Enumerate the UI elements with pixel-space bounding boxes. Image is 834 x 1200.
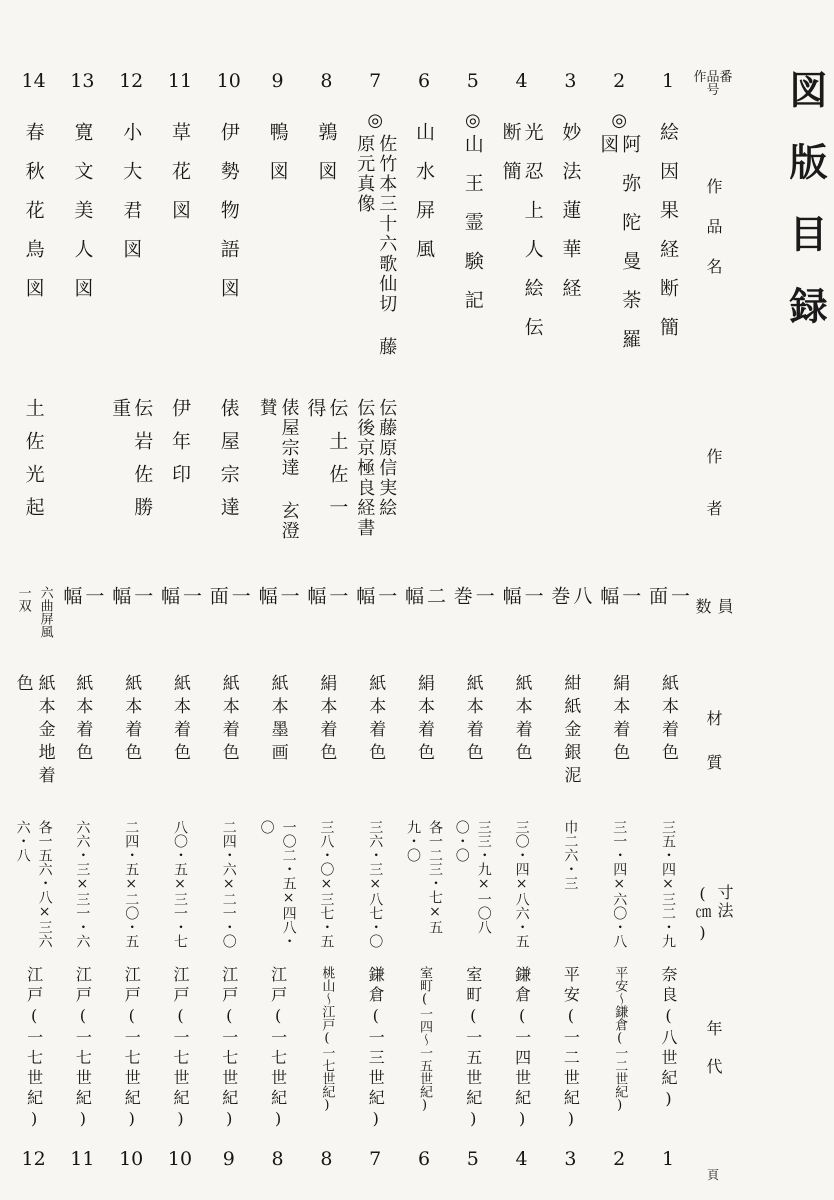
entry-era: 平安～鎌倉(一二世紀) <box>612 966 628 1113</box>
entry-author <box>547 398 593 558</box>
entry-name: 寛文美人図 <box>71 122 94 317</box>
entry-size: 巾二六・三 <box>562 820 579 890</box>
entry-page: 9 <box>222 1148 235 1170</box>
entry-name: 妙法蓮華経 <box>559 122 582 317</box>
entry-material: 絹本着色 <box>316 674 337 766</box>
entry-number: 5 <box>466 70 479 92</box>
entry-number: 4 <box>515 70 528 92</box>
entry-count: 一面 <box>646 586 690 619</box>
entry-material: 紙本金地着色 <box>12 674 55 789</box>
entry-era: 江戸(一七世紀) <box>122 966 142 1132</box>
entry-number: 14 <box>21 70 46 92</box>
entry-author: 俵屋宗達 <box>217 398 240 530</box>
header-number: 作品番号 <box>693 70 733 98</box>
entry-material: 紙本着色 <box>170 674 190 766</box>
entry-author <box>59 398 105 558</box>
entry-number: 3 <box>564 70 577 92</box>
entry-name: 伊勢物語図 <box>217 122 240 317</box>
entry-number: 8 <box>320 70 333 92</box>
entry-size: 三六・三×八七・〇 <box>367 820 384 948</box>
header-page: 頁 <box>706 1168 719 1182</box>
catalog-entry <box>401 0 447 1200</box>
entry-page: 10 <box>119 1148 144 1170</box>
entry-count: 一面 <box>206 586 251 619</box>
entry-name: 阿弥陀曼荼羅図 <box>597 134 642 368</box>
catalog-entry <box>11 0 57 1200</box>
page-title: 図版目録 <box>783 70 828 358</box>
entry-name: 光忍上人絵伝断簡 <box>499 122 544 356</box>
entry-count: 一巻 <box>450 586 495 619</box>
entry-page: 1 <box>661 1148 675 1170</box>
entry-page: 3 <box>564 1148 577 1170</box>
entry-material: 紙本着色 <box>218 674 239 766</box>
entry-size: 二四・五×二〇・五 <box>123 820 140 948</box>
entry-material: 紙本墨画 <box>267 674 288 766</box>
entry-page: 11 <box>70 1148 95 1170</box>
important-cultural-property-mark: ◎ <box>367 110 384 131</box>
entry-name: 小大君図 <box>120 122 143 278</box>
entry-name: 鶉図 <box>315 122 338 200</box>
entry-era: 奈良(八世紀) <box>659 966 678 1112</box>
entry-count: 一幅 <box>304 586 349 619</box>
entry-number: 1 <box>661 70 675 92</box>
catalog-entry <box>303 0 349 1200</box>
header-size: 寸法(㎝) <box>693 884 734 944</box>
entry-author: 伝岩佐勝重 <box>109 398 154 530</box>
entry-era: 室町(一四～一五世紀) <box>417 966 432 1113</box>
entry-name: 春秋花鳥図 <box>22 122 45 317</box>
entry-size: 三一・四×六〇・八 <box>611 820 628 948</box>
catalog-entry <box>450 0 496 1200</box>
entry-page: 2 <box>613 1148 626 1170</box>
entry-page: 8 <box>320 1148 333 1170</box>
catalog-entry <box>547 0 593 1200</box>
entry-size: 各一五六・八×三六六・八 <box>14 820 53 948</box>
header-author: 作者 <box>704 448 723 552</box>
header-era: 年代 <box>704 1020 723 1096</box>
entry-era: 江戸(一七世紀) <box>219 966 239 1132</box>
entry-size: 六六・三×三一・六 <box>74 820 91 948</box>
header-material: 材質 <box>704 710 723 798</box>
entry-count: 一幅 <box>158 586 202 619</box>
entry-era: 室町(一五世紀) <box>463 966 483 1132</box>
entry-material: 絹本着色 <box>609 674 630 766</box>
entry-count: 一幅 <box>60 586 105 619</box>
entry-author: 土佐光起 <box>22 398 45 530</box>
entry-material: 紙本着色 <box>462 674 483 766</box>
entry-material: 紙本着色 <box>511 674 532 766</box>
entry-number: 6 <box>417 70 431 92</box>
entry-number: 11 <box>167 70 193 92</box>
entry-author <box>596 398 642 558</box>
catalog-entry <box>206 0 252 1200</box>
entry-name: 佐竹本三十六歌仙切 藤原元真像 <box>354 134 398 357</box>
important-cultural-property-mark: ◎ <box>611 110 628 131</box>
entry-author <box>499 398 545 558</box>
entry-page: 12 <box>21 1148 46 1170</box>
entry-era: 鎌倉(一四世紀) <box>512 966 532 1132</box>
entry-size: 八〇・五×三一・七 <box>172 820 188 948</box>
entry-material: 紺紙金銀泥 <box>560 674 581 789</box>
important-cultural-property-mark: ◎ <box>464 110 481 131</box>
entry-size: 各一二三・七×五九・〇 <box>405 820 443 934</box>
entry-era: 江戸(一七世紀) <box>171 966 190 1132</box>
catalog-entry <box>59 0 105 1200</box>
entry-count: 一幅 <box>109 586 154 619</box>
entry-count: 八巻 <box>548 586 593 619</box>
entry-author <box>401 398 447 558</box>
entry-size: 三〇・四×八六・五 <box>513 820 530 948</box>
catalog-entry <box>645 0 691 1200</box>
entry-size: 一〇二・五×四八・〇 <box>258 820 297 948</box>
catalog-entry <box>108 0 154 1200</box>
entry-count: 六曲屏風一双 <box>15 586 53 638</box>
entry-material: 紙本着色 <box>72 674 93 766</box>
entry-material: 紙本着色 <box>365 674 386 766</box>
entry-page: 4 <box>515 1148 528 1170</box>
entry-number: 7 <box>369 70 382 92</box>
entry-size: 二四・六×二一・〇 <box>220 820 237 948</box>
entry-count: 一幅 <box>255 586 300 619</box>
entry-material: 紙本着色 <box>121 674 142 766</box>
entry-author <box>450 398 496 558</box>
header-name: 作品名 <box>704 178 723 298</box>
entry-author: 伝土佐一得 <box>304 398 349 530</box>
entry-number: 13 <box>70 70 95 92</box>
entry-era: 江戸(一七世紀) <box>24 966 44 1132</box>
entry-page: 5 <box>466 1148 479 1170</box>
entry-name: 山王霊験記 <box>461 134 484 329</box>
entry-material: 絹本着色 <box>414 674 434 766</box>
entry-count: 一幅 <box>353 586 398 619</box>
entry-size: 三三・九×一〇八〇・〇 <box>453 820 492 934</box>
entry-number: 2 <box>613 70 626 92</box>
header-column <box>690 0 736 1200</box>
catalog-entry <box>596 0 642 1200</box>
entry-author <box>645 398 691 558</box>
entry-era: 平安(一二世紀) <box>561 966 581 1132</box>
catalog-entry <box>499 0 545 1200</box>
entry-count: 一幅 <box>597 586 642 619</box>
entry-name: 草花図 <box>169 122 191 239</box>
entry-size: 三八・〇×三七・五 <box>318 820 335 948</box>
entry-page: 7 <box>369 1148 382 1170</box>
entry-count: 一幅 <box>499 586 544 619</box>
entry-era: 江戸(一七世紀) <box>268 966 288 1132</box>
entry-count: 二幅 <box>402 586 446 619</box>
entry-era: 鎌倉(一三世紀) <box>366 966 386 1132</box>
entry-name: 山水屏風 <box>413 122 435 278</box>
entry-number: 10 <box>216 70 241 92</box>
catalog-entry <box>255 0 301 1200</box>
entry-page: 8 <box>271 1148 284 1170</box>
entry-name: 鴨図 <box>266 122 289 200</box>
entry-era: 江戸(一七世紀) <box>73 966 93 1132</box>
entry-author: 俵屋宗達 玄澄賛 <box>256 398 300 541</box>
entry-author: 伝藤原信実絵 伝後京極良経書 <box>354 398 398 538</box>
header-count: 員数 <box>693 598 734 634</box>
entry-number: 9 <box>271 70 284 92</box>
entry-name: 絵因果経断簡 <box>657 122 679 356</box>
entry-size: 三五・四×三二・九 <box>660 820 676 948</box>
entry-author: 伊年印 <box>169 398 191 497</box>
entry-page: 6 <box>417 1148 431 1170</box>
entry-page: 10 <box>167 1148 193 1170</box>
entry-era: 桃山～江戸(一七世紀) <box>319 966 335 1113</box>
catalog-entry <box>157 0 203 1200</box>
catalog-entry <box>352 0 398 1200</box>
entry-number: 12 <box>119 70 144 92</box>
entry-material: 紙本着色 <box>658 674 678 766</box>
